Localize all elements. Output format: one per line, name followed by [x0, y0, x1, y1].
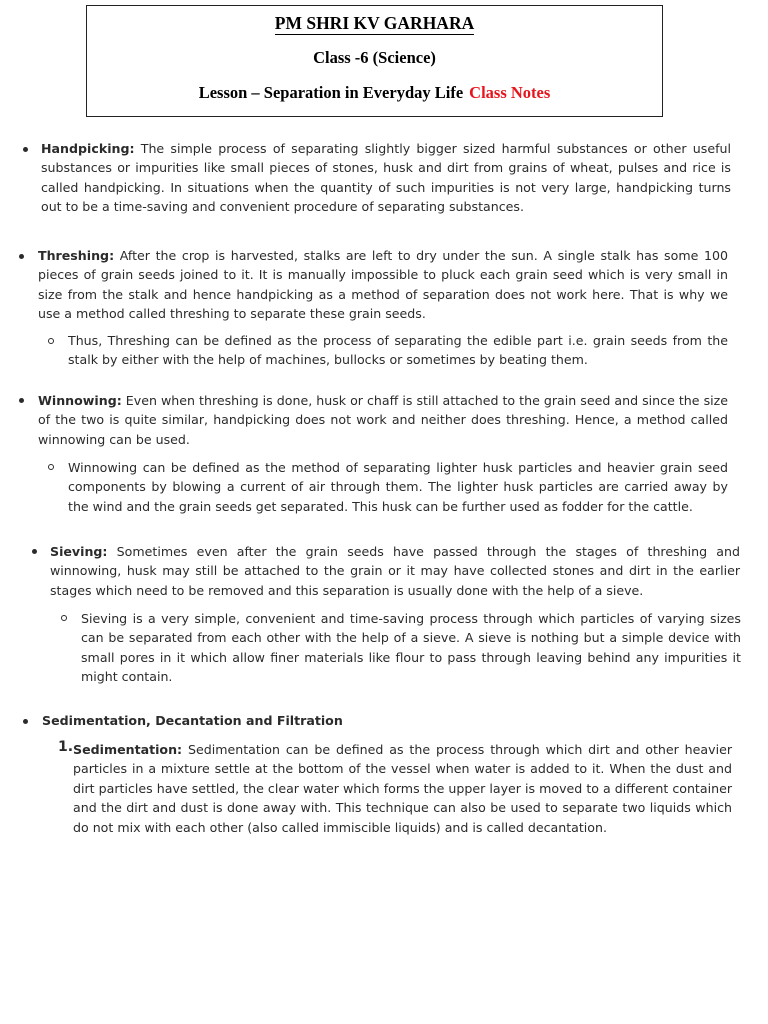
title-box — [86, 5, 663, 117]
bullet-icon — [32, 549, 37, 554]
lesson-name: Lesson – Separation in Everyday Life — [198, 83, 464, 102]
bullet-icon — [23, 719, 28, 724]
winnowing-paragraph: Winnowing: Even when threshing is done, husk or chaff is still attached to the grain seed and since the size of the two is quite similar, handpicking does not work and neither does threshing. Hence, a method called winnowing can be used. — [38, 393, 728, 447]
sedimentation-heading: Sedimentation, Decantation and Filtration — [42, 713, 343, 728]
handpicking-paragraph: Handpicking: The simple process of separating slightly bigger sized harmful substances or other useful substances or impurities like small pieces of stones, husk and dirt from grains of wheat, pulses and rice is called handpicking. In situations when the quantity of such impurities is not very large, handpicking turns out to be a time-saving and convenient procedure of separating substances. — [41, 141, 731, 215]
sub-bullet-icon — [48, 464, 54, 470]
sedimentation-paragraph: Sedimentation: Sedimentation can be defined as the process through which dirt and other heavier particles in a mixture settle at the bottom of the vessel when water is added to it. When the dust and dirt particles have settled, the clear water which forms the upper layer is moved to a different container and the dirt and dust is done away with. This technique can also be used to separate two liquids which do not mix with each other (also called immiscible liquids) and is called decantation. — [73, 742, 732, 835]
threshing-term: Threshing: — [38, 248, 115, 263]
school-name: PM SHRI KV GARHARA — [274, 13, 475, 33]
lesson-title — [87, 83, 662, 103]
sedimentation-term: Sedimentation: — [73, 742, 183, 757]
sieving-paragraph: Sieving: Sometimes even after the grain seeds have passed through the stages of threshing and winnowing, husk may still be attached to the grain or it may have collected stones and dirt in the earlier stages which need to be removed and this separation is usually done with the help of a sieve. — [50, 544, 740, 598]
bullet-icon — [19, 398, 24, 403]
item-number: 1. — [58, 739, 74, 755]
sieving-term: Sieving: — [50, 544, 108, 559]
winnowing-term: Winnowing: — [38, 393, 122, 408]
bullet-icon — [23, 147, 28, 152]
sub-bullet-icon — [61, 615, 67, 621]
class-title: Class -6 (Science) — [313, 48, 436, 67]
handpicking-term: Handpicking: — [41, 141, 135, 156]
threshing-definition: Thus, Threshing can be defined as the process of separating the edible part i.e. grain seeds from the stalk by either with the help of machines, bullocks or sometimes by beating them. — [68, 333, 728, 368]
sieving-definition: Sieving is a very simple, convenient and time-saving process through which particles of varying sizes can be separated from each other with the help of a sieve. A sieve is nothing but a simple device with small pores in it which allow finer materials like flour to pass through leaving behind any impurities it might contain. — [81, 611, 741, 685]
sub-bullet-icon — [48, 338, 54, 344]
class-notes-label: Class Notes — [469, 83, 551, 102]
bullet-icon — [19, 254, 24, 259]
threshing-paragraph: Threshing: After the crop is harvested, stalks are left to dry under the sun. A single stalk has some 100 pieces of grain seeds joined to it. It is manually impossible to pluck each grain seed which is very small in size from the stalk and hence handpicking as a method of separation does not work here. That is why we use a method called threshing to separate these grain seeds. — [38, 248, 728, 322]
winnowing-definition: Winnowing can be defined as the method of separating lighter husk particles and heavier grain seed components by blowing a current of air through them. The lighter husk particles are carried away by the wind and the grain seeds get separated. This husk can be further used as fodder for the cattle. — [68, 460, 728, 514]
